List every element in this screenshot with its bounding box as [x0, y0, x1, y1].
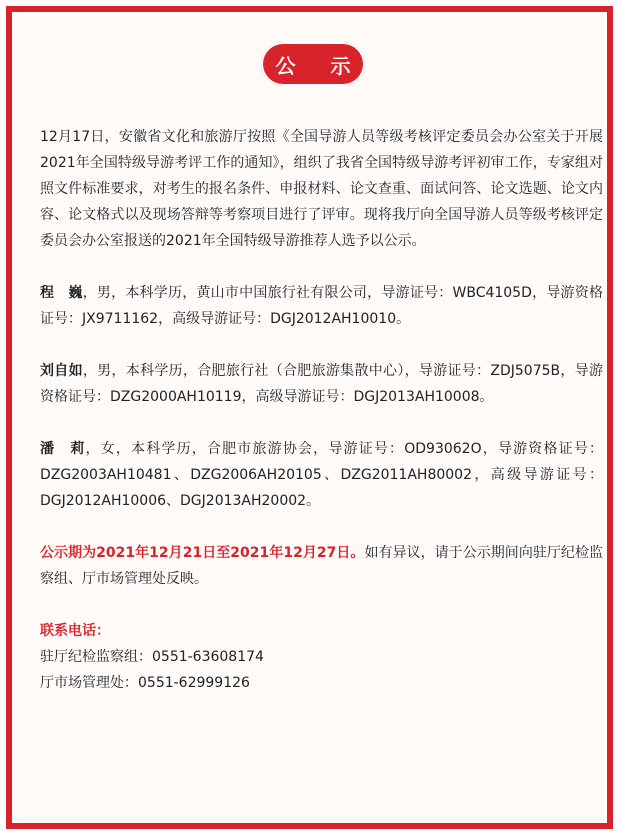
contact-section	[40, 618, 603, 696]
notice-frame	[6, 6, 613, 829]
objection-instruction: 如有异议，请于公示期间向驻厅纪检监察组、厅市场管理处反映。	[40, 545, 604, 587]
publicity-period: 公示期为2021年12月21日至2021年12月27日。	[40, 545, 365, 561]
candidate-entry	[40, 436, 603, 514]
candidate-entry	[40, 358, 603, 410]
contact-line: 厅市场管理处：0551-62999126	[40, 675, 250, 691]
contact-heading: 联系电话：	[40, 623, 110, 639]
candidate-name: 潘 莉	[40, 441, 86, 457]
title-badge	[261, 42, 365, 86]
objection-notice	[40, 540, 603, 592]
candidate-details: ，男，本科学历，合肥旅行社（合肥旅游集散中心），导游证号：ZDJ5075B，导游资格证号：DZG2000AH10119，高级导游证号：DGJ2013AH10008。	[40, 363, 604, 405]
candidate-entry	[40, 280, 603, 332]
contact-line: 驻厅纪检监察组：0551-63608174	[40, 649, 264, 665]
candidate-details: ，男，本科学历，黄山市中国旅行社有限公司，导游证号：WBC4105D，导游资格证号：JX9711162，高级导游证号：DGJ2012AH10010。	[40, 285, 603, 327]
candidate-name: 程 巍	[40, 285, 83, 301]
intro-paragraph: 12月17日，安徽省文化和旅游厅按照《全国导游人员等级考核评定委员会办公室关于开展2021年全国特级导游考评工作的通知》，组织了我省全国特级导游考评初审工作，专家组对照文件标准要求，对考生的报名条件、申报材料、论文查重、面试问答、论文选题、论文内容、论文格式以及现场答辩等考察项目进行了评审。现将我厅向全国导游人员等级考核评定委员会办公室报送的2021年全国特级导游推荐人选予以公示。	[40, 129, 603, 249]
candidate-details: ，女，本科学历，合肥市旅游协会，导游证号：OD93062O，导游资格证号：DZG2003AH10481、DZG2006AH20105、DZG2011AH80002，高级导游证号：DGJ2012AH10006、DGJ2013AH20002。	[40, 441, 603, 509]
candidate-name: 刘自如	[40, 363, 83, 379]
notice-body	[40, 124, 603, 696]
page-title: 公 示	[275, 53, 365, 78]
